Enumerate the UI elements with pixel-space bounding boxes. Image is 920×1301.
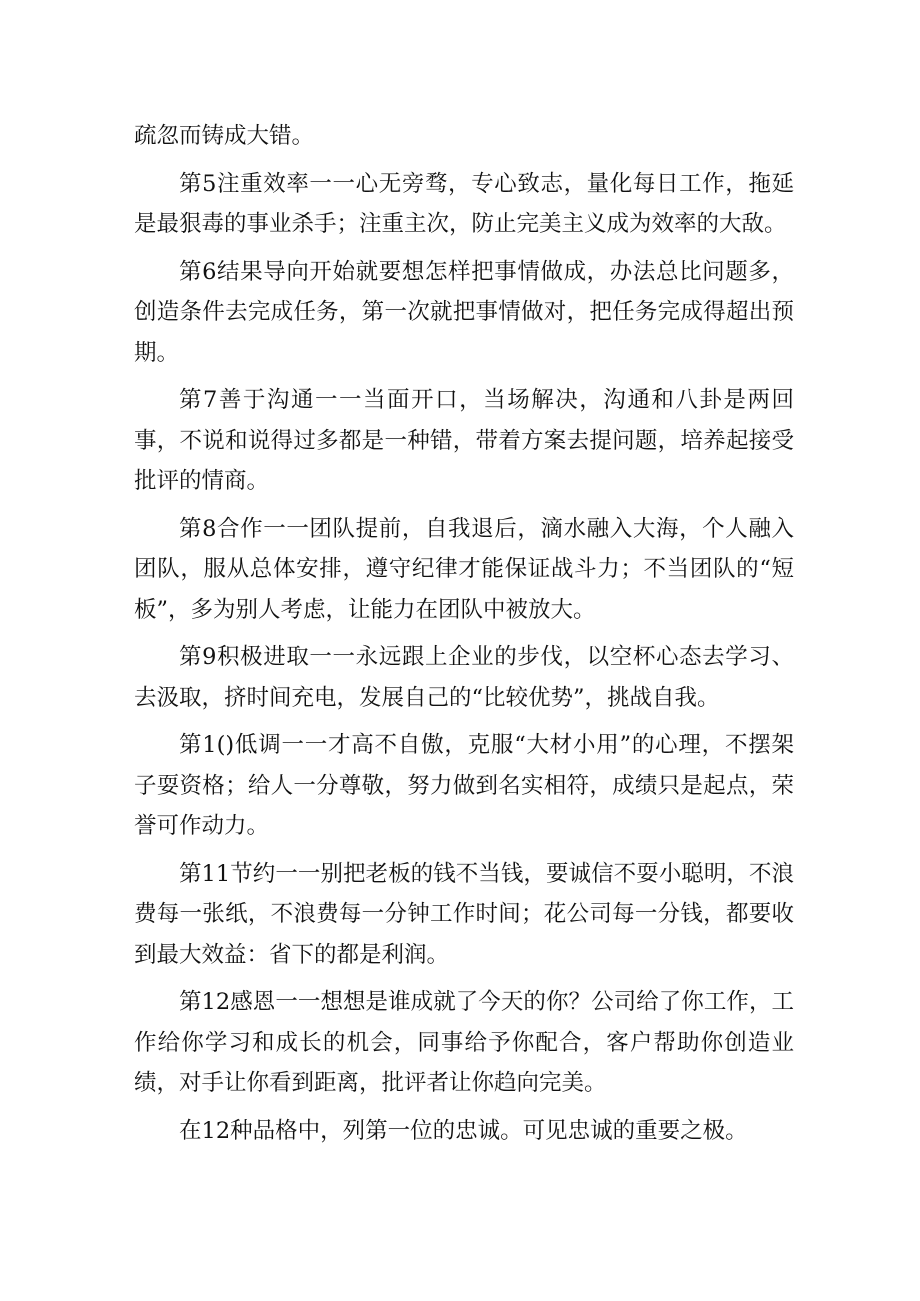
paragraph-low-profile: 第1()低调一一才高不自傲，克服“大材小用”的心理，不摆架子耍资格；给人一分尊敬，努力做到名实相符，成绩只是起点，荣誉可作动力。 bbox=[134, 732, 794, 839]
paragraph-efficiency: 第5注重效率一一心无旁骛，专心致志，量化每日工作，拖延是最狠毒的事业杀手；注重主次，防止完美主义成为效率的大敌。 bbox=[134, 170, 794, 237]
document-body bbox=[134, 116, 794, 1158]
paragraph-continuation: 疏忽而铸成大错。 bbox=[134, 123, 315, 149]
paragraph-proactive: 第9积极进取一一永远跟上企业的步伐，以空杯心态去学习、去汲取，挤时间充电，发展自己的“比较优势”，挑战自我。 bbox=[134, 644, 794, 711]
paragraph-communication: 第7善于沟通一一当面开口，当场解决，沟通和八卦是两回事，不说和说得过多都是一种错，带着方案去提问题，培养起接受批评的情商。 bbox=[134, 387, 794, 494]
paragraph-frugality: 第11节约一一别把老板的钱不当钱，要诚信不耍小聪明，不浪费每一张纸，不浪费每一分钟工作时间；花公司每一分钱，都要收到最大效益：省下的都是利润。 bbox=[134, 860, 794, 968]
paragraph-results-oriented: 第6结果导向开始就要想怎样把事情做成，办法总比问题多，创造条件去完成任务，第一次就把事情做对，把任务完成得超出预期。 bbox=[134, 258, 794, 366]
paragraph-gratitude: 第12感恩一一想想是谁成就了今天的你？公司给了你工作，工作给你学习和成长的机会，同事给予你配合，客户帮助你创造业绩，对手让你看到距离，批评者让你趋向完美。 bbox=[134, 989, 794, 1096]
paragraph-cooperation: 第8合作一一团队提前，自我退后，滴水融入大海，个人融入团队，服从总体安排，遵守纪律才能保证战斗力；不当团队的“短板”，多为别人考虑，让能力在团队中被放大。 bbox=[134, 515, 794, 623]
paragraph-conclusion: 在12种品格中，列第一位的忠诚。可见忠诚的重要之极。 bbox=[179, 1117, 748, 1144]
